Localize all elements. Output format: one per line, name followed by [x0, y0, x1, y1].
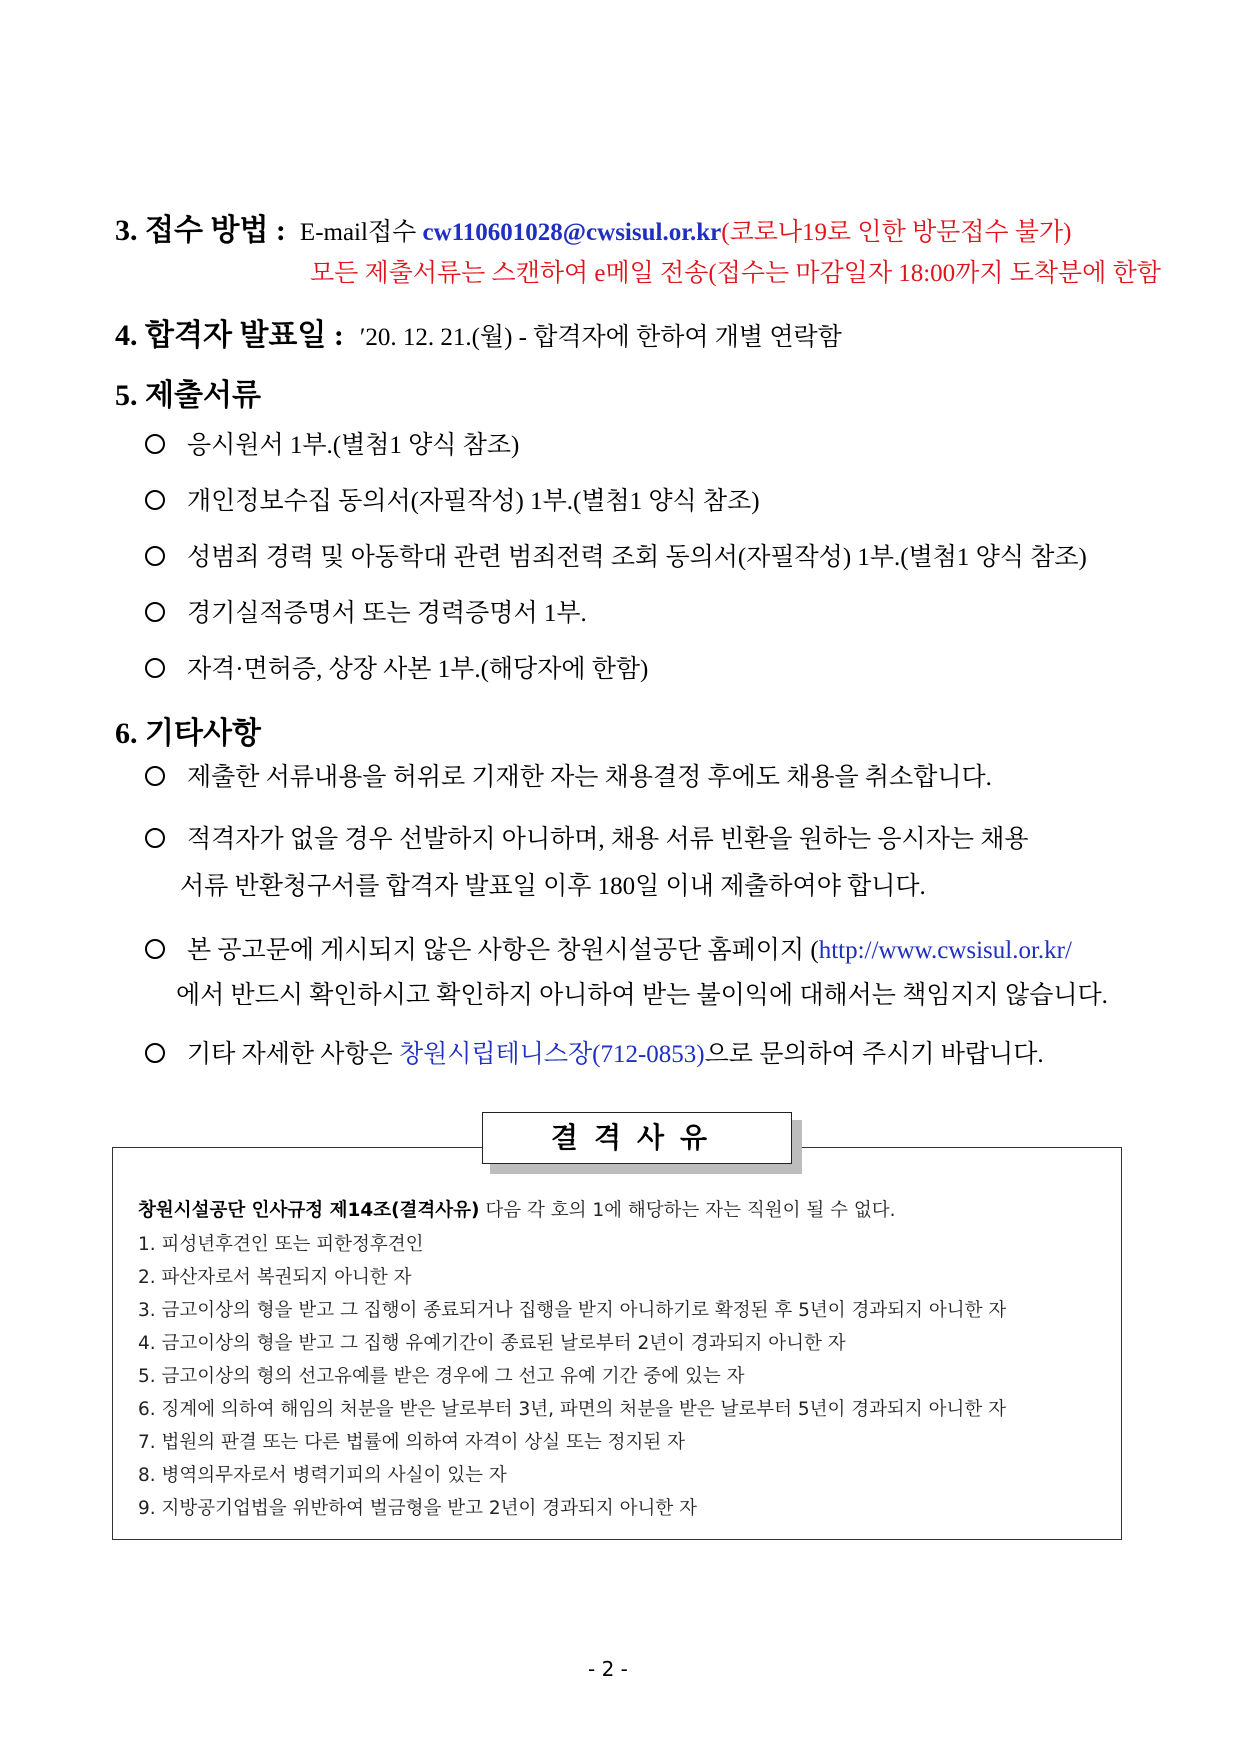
announcement-date-text: ′20. 12. 21.(월) - 합격자에 한하여 개별 연락함 — [359, 324, 842, 351]
circle-bullet-icon — [145, 490, 165, 510]
notice-item-continuation: 에서 반드시 확인하시고 확인하지 아니하여 받는 불이익에 대해서는 책임지지 않습니다. — [176, 982, 1108, 1009]
notice-item: 본 공고문에 게시되지 않은 사항은 창원시설공단 홈페이지 (http://www.cwsisul.or.kr/ — [145, 930, 1072, 966]
circle-bullet-icon — [145, 658, 165, 678]
notice-item-continuation: 서류 반환청구서를 합격자 발표일 이후 180일 이내 제출하여야 합니다. — [180, 873, 926, 900]
section-6-heading: 6. 기타사항 — [115, 717, 261, 750]
disqualification-item: 2. 파산자로서 복권되지 아니한 자 — [138, 1267, 412, 1288]
disqualification-item: 9. 지방공기업법을 위반하여 벌금형을 받고 2년이 경과되지 아니한 자 — [138, 1498, 697, 1519]
document-item: 자격·면허증, 상장 사본 1부.(해당자에 한함) — [145, 649, 648, 685]
disqualification-item: 6. 징계에 의하여 해임의 처분을 받은 날로부터 3년, 파면의 처분을 받은 날로부터 5년이 경과되지 아니한 자 — [138, 1399, 1006, 1420]
disqualification-intro: 창원시설공단 인사규정 제14조(결격사유) 다음 각 호의 1에 해당하는 자는 직원이 될 수 없다. — [138, 1200, 896, 1221]
section-3-note: (코로나19로 인한 방문접수 불가) — [721, 219, 1072, 246]
contact-email[interactable]: cw110601028@cwsisul.or.kr — [422, 219, 722, 246]
disqualification-item: 8. 병역의무자로서 병력기피의 사실이 있는 자 — [138, 1465, 507, 1486]
section-3-prefix: E-mail접수 — [299, 219, 423, 246]
disqualification-item: 1. 피성년후견인 또는 피한정후견인 — [138, 1234, 424, 1255]
disqualification-item: 5. 금고이상의 형의 선고유예를 받은 경우에 그 선고 유예 기간 중에 있는 자 — [138, 1366, 745, 1387]
section-5-heading: 5. 제출서류 — [115, 379, 261, 412]
circle-bullet-icon — [145, 1043, 165, 1063]
circle-bullet-icon — [145, 546, 165, 566]
document-item: 개인정보수집 동의서(자필작성) 1부.(별첨1 양식 참조) — [145, 481, 760, 517]
document-item: 성범죄 경력 및 아동학대 관련 범죄전력 조회 동의서(자필작성) 1부.(별첨1 양식 참조) — [145, 537, 1087, 573]
section-4-line — [115, 310, 842, 354]
disqualification-item: 4. 금고이상의 형을 받고 그 집행 유예기간이 종료된 날로부터 2년이 경과되지 아니한 자 — [138, 1333, 846, 1354]
disqualification-item: 3. 금고이상의 형을 받고 그 집행이 종료되거나 집행을 받지 아니하기로 확정된 후 5년이 경과되지 아니한 자 — [138, 1300, 1007, 1321]
disqualification-item: 7. 법원의 판결 또는 다른 법률에 의하여 자격이 상실 또는 정지된 자 — [138, 1432, 685, 1453]
notice-item: 제출한 서류내용을 허위로 기재한 자는 채용결정 후에도 채용을 취소합니다. — [145, 757, 992, 793]
circle-bullet-icon — [145, 602, 165, 622]
disqualification-title: 결격사유 — [482, 1112, 792, 1164]
section-4-heading: 4. 합격자 발표일 : — [115, 319, 344, 352]
circle-bullet-icon — [145, 828, 165, 848]
circle-bullet-icon — [145, 434, 165, 454]
notice-item: 적격자가 없을 경우 선발하지 아니하며, 채용 서류 빈환을 원하는 응시자는 채용 — [145, 819, 1029, 855]
homepage-link[interactable]: http://www.cwsisul.or.kr/ — [818, 937, 1072, 964]
section-3-line — [115, 205, 1071, 249]
contact-info: 창원시립테니스장(712-0853) — [398, 1041, 705, 1068]
page-number: - 2 - — [588, 1657, 628, 1681]
document-item: 응시원서 1부.(별첨1 양식 참조) — [145, 425, 519, 461]
notice-item: 기타 자세한 사항은 창원시립테니스장(712-0853)으로 문의하여 주시기 바랍니다. — [145, 1034, 1044, 1070]
circle-bullet-icon — [145, 939, 165, 959]
section-3-heading: 3. 접수 방법 : — [115, 214, 286, 247]
section-3-note-2: 모든 제출서류는 스캔하여 e메일 전송(접수는 마감일자 18:00까지 도착분에 한함 — [310, 260, 1161, 287]
document-item: 경기실적증명서 또는 경력증명서 1부. — [145, 593, 587, 629]
circle-bullet-icon — [145, 766, 165, 786]
